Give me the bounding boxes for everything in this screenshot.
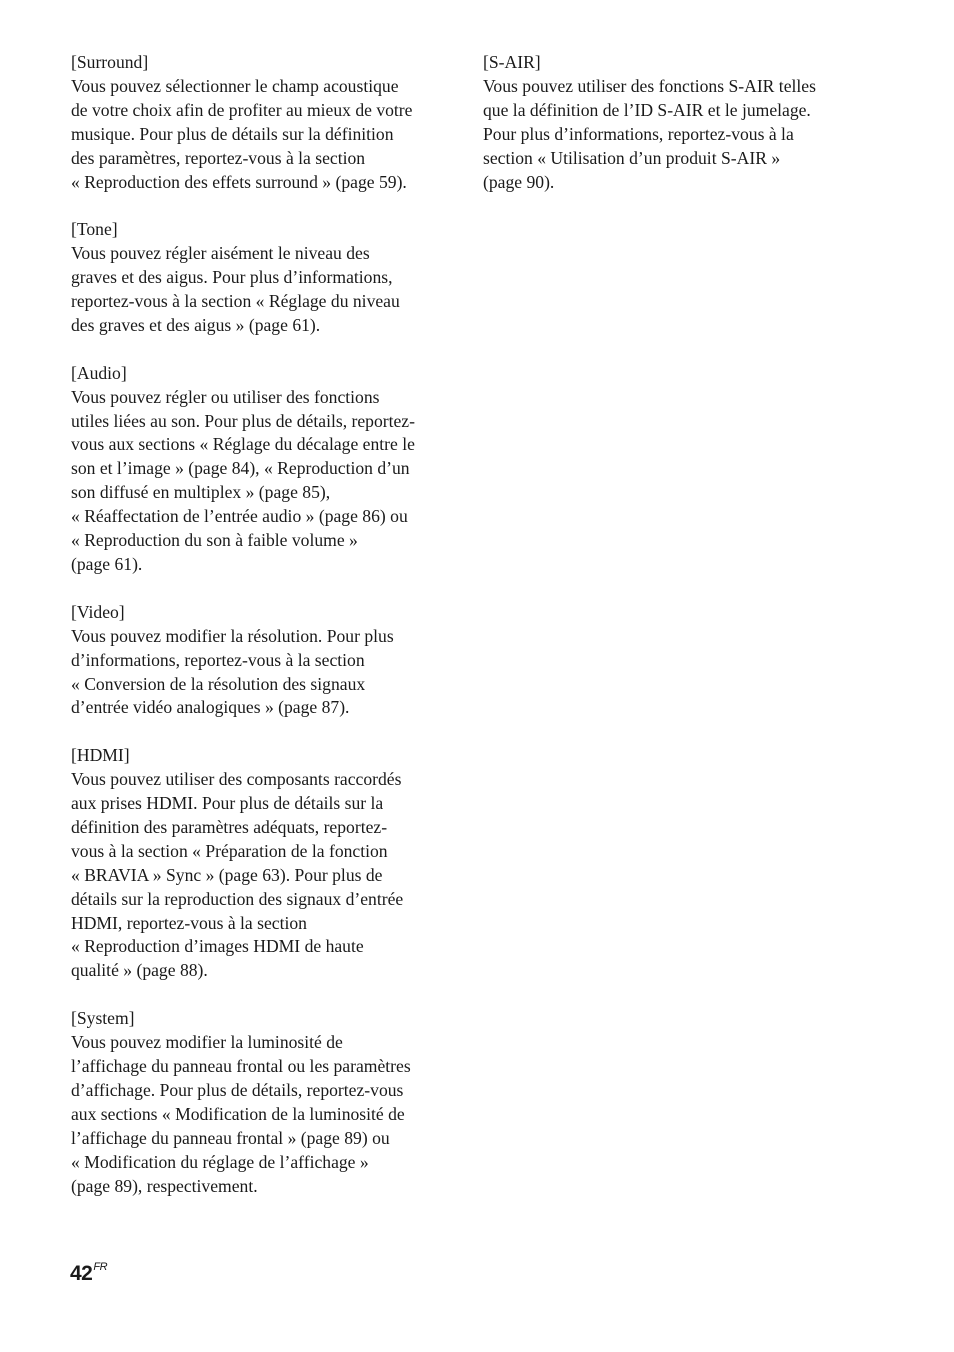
section-line: Vous pouvez modifier la résolution. Pour plus [71,625,394,646]
section-line: son diffusé en multiplex » (page 85), [71,482,331,503]
section-video [71,601,449,721]
section-line: vous aux sections « Réglage du décalage entre le [71,434,415,455]
section-line: de votre choix afin de profiter au mieux de votre [71,99,413,120]
section-line: que la définition de l’ID S-AIR et le jumelage. [483,99,811,120]
section-title: [Tone] [71,219,118,240]
section-line: Vous pouvez utiliser des fonctions S-AIR telles [483,75,816,96]
section-line: graves et des aigus. Pour plus d’informations, [71,267,393,288]
section-title: [Video] [71,601,125,622]
page-number-value: 42 [70,1262,93,1285]
section-line: d’informations, reportez-vous à la section [71,649,365,670]
section-line: « Reproduction des effets surround » (page 59). [71,171,407,192]
section-line: musique. Pour plus de détails sur la définition [71,123,394,144]
left-column [71,51,449,1222]
section-line: utiles liées au son. Pour plus de détails, reportez- [71,410,415,431]
section-line: (page 61). [71,554,143,574]
section-hdmi [71,744,449,983]
section-line: qualité » (page 88). [71,960,208,981]
section-line: section « Utilisation d’un produit S-AIR » [483,147,781,168]
section-line: son et l’image » (page 84), « Reproduction d’un [71,458,410,479]
section-line: d’affichage. Pour plus de détails, reportez-vous [71,1079,404,1100]
section-line: Vous pouvez utiliser des composants raccordés [71,769,402,790]
section-line: « Reproduction du son à faible volume » [71,530,358,551]
section-line: « Réaffectation de l’entrée audio » (page 86) ou [71,506,408,527]
section-line: « Modification du réglage de l’affichage » [71,1151,369,1172]
section-line: (page 90). [483,171,555,192]
section-line: « Reproduction d’images HDMI de haute [71,936,364,957]
page-language-suffix: FR [93,1261,108,1273]
section-title: [S-AIR] [483,52,541,72]
section-line: l’affichage du panneau frontal » (page 89) ou [71,1127,390,1148]
section-title: [Surround] [71,52,149,72]
section-title: [Audio] [71,362,127,383]
section-line: reportez-vous à la section « Réglage du niveau [71,291,400,312]
section-line: Vous pouvez modifier la luminosité de [71,1032,343,1053]
section-title: [System] [71,1008,135,1029]
right-column [483,51,863,218]
section-line: l’affichage du panneau frontal ou les paramètres [71,1055,411,1076]
section-line: Vous pouvez régler aisément le niveau des [71,243,370,264]
section-line: Pour plus d’informations, reportez-vous à la [483,123,794,144]
section-line: « Conversion de la résolution des signaux [71,673,366,694]
section-line: détails sur la reproduction des signaux d’entrée [71,888,404,909]
section-line: « BRAVIA » Sync » (page 63). Pour plus de [71,864,383,885]
section-line: d’entrée vidéo analogiques » (page 87). [71,697,350,718]
section-line: aux prises HDMI. Pour plus de détails sur la [71,793,384,814]
section-system [71,1007,449,1198]
section-audio [71,362,449,577]
section-title: [HDMI] [71,745,130,766]
section-surround [71,51,449,194]
section-line: des paramètres, reportez-vous à la section [71,147,366,168]
section-line: Vous pouvez régler ou utiliser des fonctions [71,386,380,407]
section-s-air [483,51,863,194]
section-tone [71,218,449,338]
section-line: vous à la section « Préparation de la fonction [71,840,388,861]
section-line: des graves et des aigus » (page 61). [71,314,321,335]
page-number [70,1256,107,1287]
section-line: HDMI, reportez-vous à la section [71,912,307,933]
section-line: (page 89), respectivement. [71,1175,258,1196]
section-line: définition des paramètres adéquats, reportez- [71,816,388,837]
section-line: Vous pouvez sélectionner le champ acoustique [71,75,399,96]
section-line: aux sections « Modification de la luminosité de [71,1103,405,1124]
